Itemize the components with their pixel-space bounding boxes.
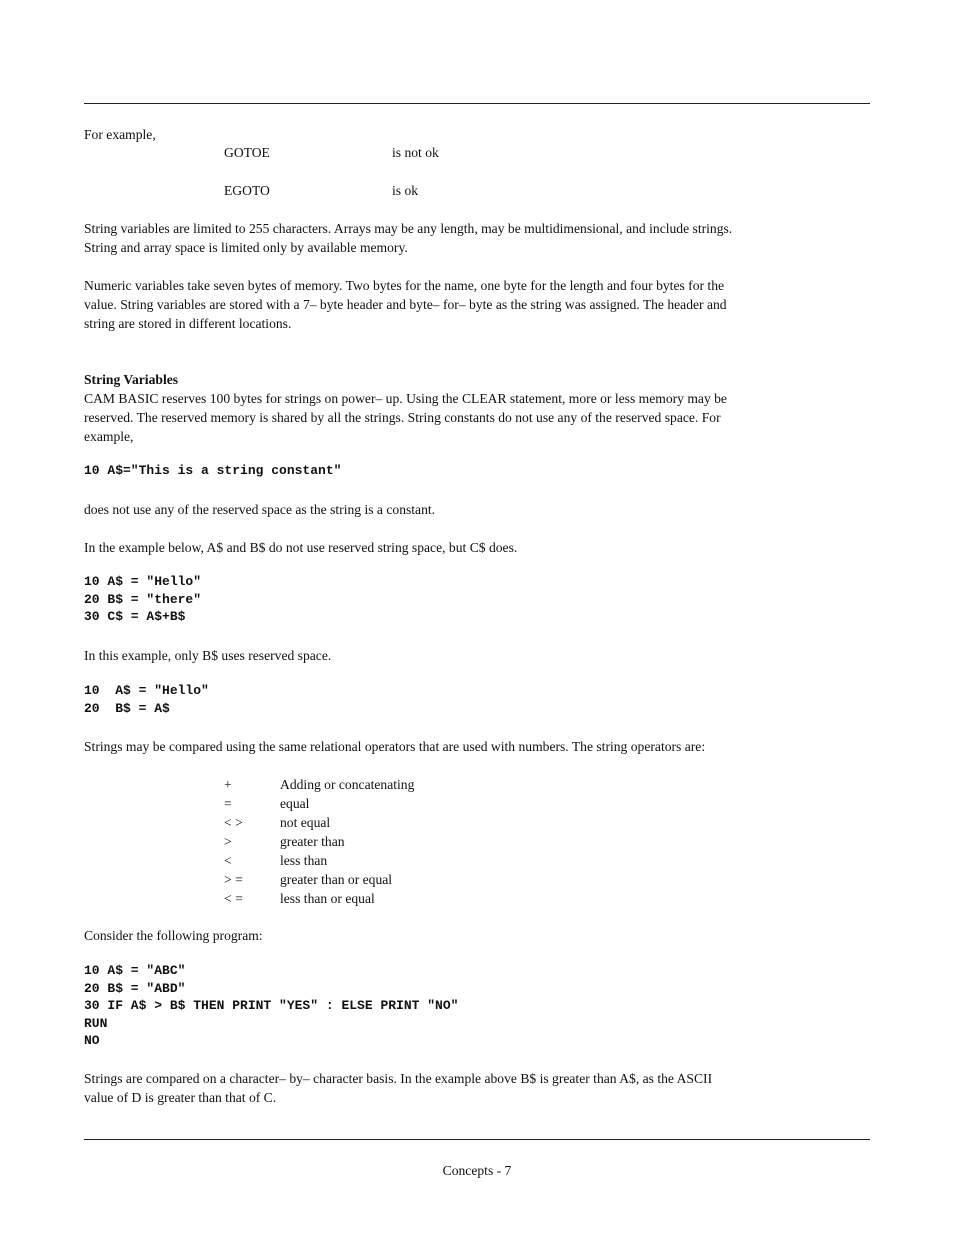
operator-desc: not equal — [280, 815, 331, 830]
code-line: 30 C$ = A$+B$ — [84, 609, 186, 624]
operator-symbol: + — [224, 777, 232, 792]
paragraph-line: value. String variables are stored with a 7– byte header and byte– for– byte as the string was assigned. The header and — [84, 297, 727, 312]
operator-desc: greater than — [280, 834, 345, 849]
operator-symbol: < = — [224, 891, 243, 906]
operator-row — [84, 889, 870, 908]
paragraph-line: Strings are compared on a character– by– character basis. In the example above B$ is greater than A$, as the ASCII — [84, 1071, 713, 1086]
code-line: 20 B$ = "ABD" — [84, 980, 186, 996]
operator-desc: less than — [280, 853, 328, 868]
paragraph-line: value of D is greater than that of C. — [84, 1090, 277, 1105]
operator-symbol: = — [224, 796, 232, 811]
paragraph-reserved-note — [84, 646, 870, 665]
operator-desc: less than or equal — [280, 891, 375, 906]
bottom-rule — [84, 1139, 870, 1140]
paragraph-line: does not use any of the reserved space as the string is a constant. — [84, 502, 436, 517]
operator-row — [84, 870, 870, 889]
paragraph-line: reserved. The reserved memory is shared by all the strings. String constants do not use any of the reserved space. For — [84, 410, 721, 425]
paragraph-constant-note — [84, 500, 870, 519]
code-line: 10 A$ = "Hello" — [84, 683, 209, 698]
code-block-concat — [84, 573, 870, 626]
code-line: 10 A$ = "ABC" — [84, 963, 186, 978]
code-line: 20 B$ = A$ — [84, 700, 170, 716]
paragraph-line: Consider the following program: — [84, 928, 263, 943]
example-status: is not ok — [392, 145, 439, 160]
operator-desc: Adding or concatenating — [280, 777, 415, 792]
operator-table — [84, 775, 870, 908]
code-line: NO — [84, 1033, 100, 1048]
operator-symbol: > — [224, 834, 232, 849]
intro-text: For example, — [84, 127, 156, 142]
page-footer: Concepts - 7 — [442, 1163, 512, 1178]
example-status: is ok — [392, 183, 419, 198]
code-block-constant — [84, 462, 870, 480]
paragraph-line: In this example, only B$ uses reserved space. — [84, 648, 332, 663]
paragraph-line: String and array space is limited only by available memory. — [84, 240, 408, 255]
paragraph-program — [84, 926, 870, 945]
operator-row — [84, 832, 870, 851]
code-block-assign — [84, 682, 870, 717]
section-string-variables — [84, 370, 870, 446]
example-name: EGOTO — [224, 183, 270, 198]
code-line: 10 A$="This is a string constant" — [84, 463, 342, 478]
paragraph-line: In the example below, A$ and B$ do not use reserved string space, but C$ does. — [84, 540, 518, 555]
operator-symbol: < > — [224, 815, 243, 830]
code-line: RUN — [84, 1015, 108, 1031]
operator-row — [84, 794, 870, 813]
code-line: 10 A$ = "Hello" — [84, 574, 202, 589]
example-row — [84, 181, 870, 200]
code-line: 20 B$ = "there" — [84, 591, 202, 607]
operator-row — [84, 775, 870, 794]
paragraph-string-limits — [84, 219, 870, 257]
top-rule — [84, 103, 870, 104]
section-title: String Variables — [84, 372, 179, 387]
paragraph-line: Numeric variables take seven bytes of memory. Two bytes for the name, one byte for the length and four bytes for the — [84, 278, 725, 293]
operator-row — [84, 851, 870, 870]
example-ok-table — [84, 143, 870, 162]
paragraph-numeric-vars — [84, 276, 870, 333]
intro-block — [84, 125, 870, 144]
paragraph-line: example, — [84, 429, 134, 444]
paragraph-example-below — [84, 538, 870, 557]
operator-symbol: > = — [224, 872, 243, 887]
code-line: 30 IF A$ > B$ THEN PRINT "YES" : ELSE PRINT "NO" — [84, 998, 459, 1013]
code-block-program — [84, 962, 870, 1050]
paragraph-char-compare — [84, 1069, 870, 1107]
paragraph-line: CAM BASIC reserves 100 bytes for strings on power– up. Using the CLEAR statement, more or less memory may be — [84, 391, 727, 406]
example-ok-table-2 — [84, 181, 870, 200]
operator-desc: equal — [280, 796, 310, 811]
paragraph-line: String variables are limited to 255 characters. Arrays may be any length, may be multidimensional, and include strings. — [84, 221, 733, 236]
paragraph-line: Strings may be compared using the same relational operators that are used with numbers. The string operators are: — [84, 739, 706, 754]
operator-desc: greater than or equal — [280, 872, 393, 887]
operator-row — [84, 813, 870, 832]
example-row — [84, 143, 870, 162]
example-name: GOTOE — [224, 145, 270, 160]
paragraph-compare — [84, 737, 870, 756]
paragraph-line: string are stored in different locations. — [84, 316, 292, 331]
operator-symbol: < — [224, 853, 232, 868]
